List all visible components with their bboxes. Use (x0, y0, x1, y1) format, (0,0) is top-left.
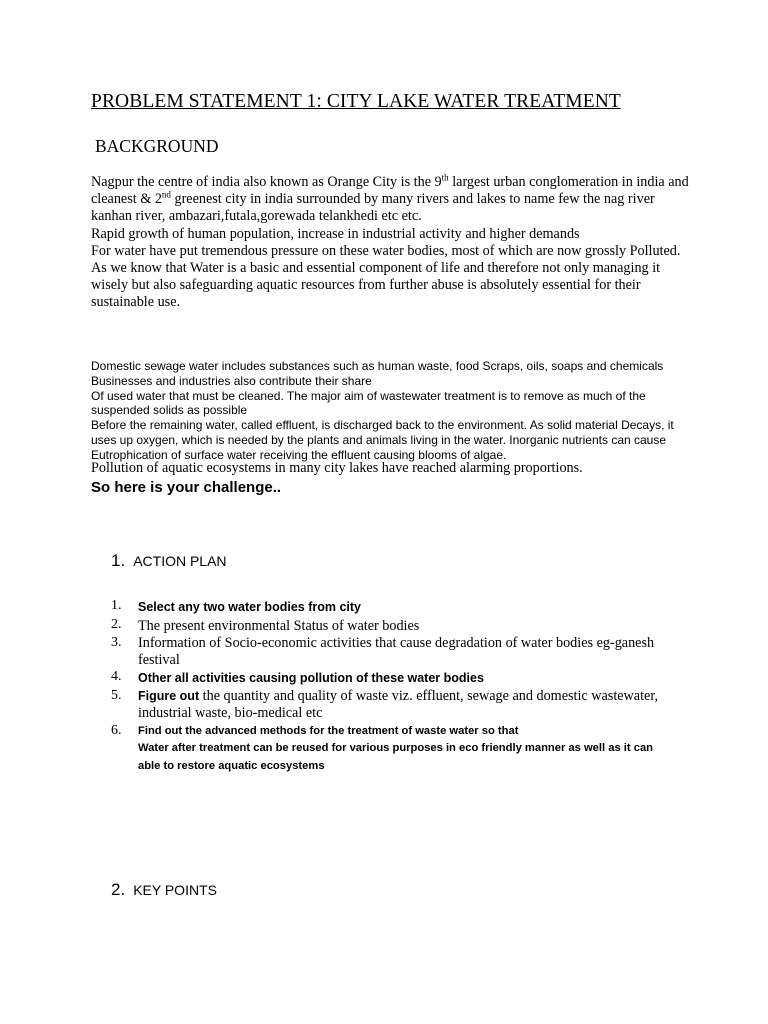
background-paragraph (91, 174, 691, 312)
list-item: 6. Find out the advanced methods for the treatment of waste water so that Water after treatment can be reused for various purposes in eco friendly manner as well as it can able to restore aquatic ecosystems (111, 722, 653, 772)
background-line-4: As we know that Water is a basic and essential component of life and therefore not only managing it wisely but also safeguarding aquatic resources from further abuse is absolutely essential for their sustainable use. (91, 260, 661, 311)
key-points-number: 2. (111, 880, 126, 899)
list-item: 3. Information of Socio-economic activities that cause degradation of water bodies eg-ganesh festival (111, 634, 655, 669)
challenge-heading: So here is your challenge.. (91, 479, 282, 496)
list-item: 2. The present environmental Status of water bodies (111, 616, 420, 634)
key-points-heading (111, 880, 217, 900)
page-title: PROBLEM STATEMENT 1: CITY LAKE WATER TREATMENT (91, 91, 621, 112)
background-line-2: Rapid growth of human population, increase in industrial activity and higher demands (91, 225, 580, 242)
sewage-line-2: Of used water that must be cleaned. The major aim of wastewater treatment is to remove as much of the suspended solids as possible (91, 388, 646, 418)
key-points-title: KEY POINTS (133, 882, 217, 898)
sewage-line-1: Domestic sewage water includes substances such as human waste, food Scraps, oils, soaps and chemicals Businesses and industries also contribute their share (91, 359, 664, 388)
sewage-paragraph (91, 359, 691, 463)
background-line-3: For water have put tremendous pressure on these water bodies, most of which are now grossly Polluted. (91, 242, 681, 259)
list-item: 1. Select any two water bodies from city (111, 598, 361, 614)
background-line-1: Nagpur the centre of india also known as Orange City is the 9th largest urban conglomeration in india and cleanest & 2nd greenest city in india surrounded by many rivers and lakes to name few the nag river kanhan river, ambazari,futala,gorewada telankhedi etc etc. (91, 172, 689, 225)
pollution-statement: Pollution of aquatic ecosystems in many city lakes have reached alarming proportions. (91, 460, 583, 476)
action-plan-title: ACTION PLAN (133, 553, 227, 569)
list-item: 5. Figure out the quantity and quality of waste viz. effluent, sewage and domestic wastewater, industrial waste, bio-medical etc (111, 687, 659, 722)
action-plan-heading (111, 551, 227, 571)
sewage-line-3: Before the remaining water, called effluent, is discharged back to the environment. As solid material Decays, it uses up oxygen, which is needed by the plants and animals living in the water. Inorganic nutrients can cause Eutrophication of surface water receiving the effluent causing blooms of algae. (91, 418, 674, 462)
action-plan-list (111, 598, 671, 775)
background-heading: BACKGROUND (95, 136, 219, 156)
action-plan-number: 1. (111, 551, 126, 570)
list-item: 4. Other all activities causing pollution of these water bodies (111, 669, 484, 686)
